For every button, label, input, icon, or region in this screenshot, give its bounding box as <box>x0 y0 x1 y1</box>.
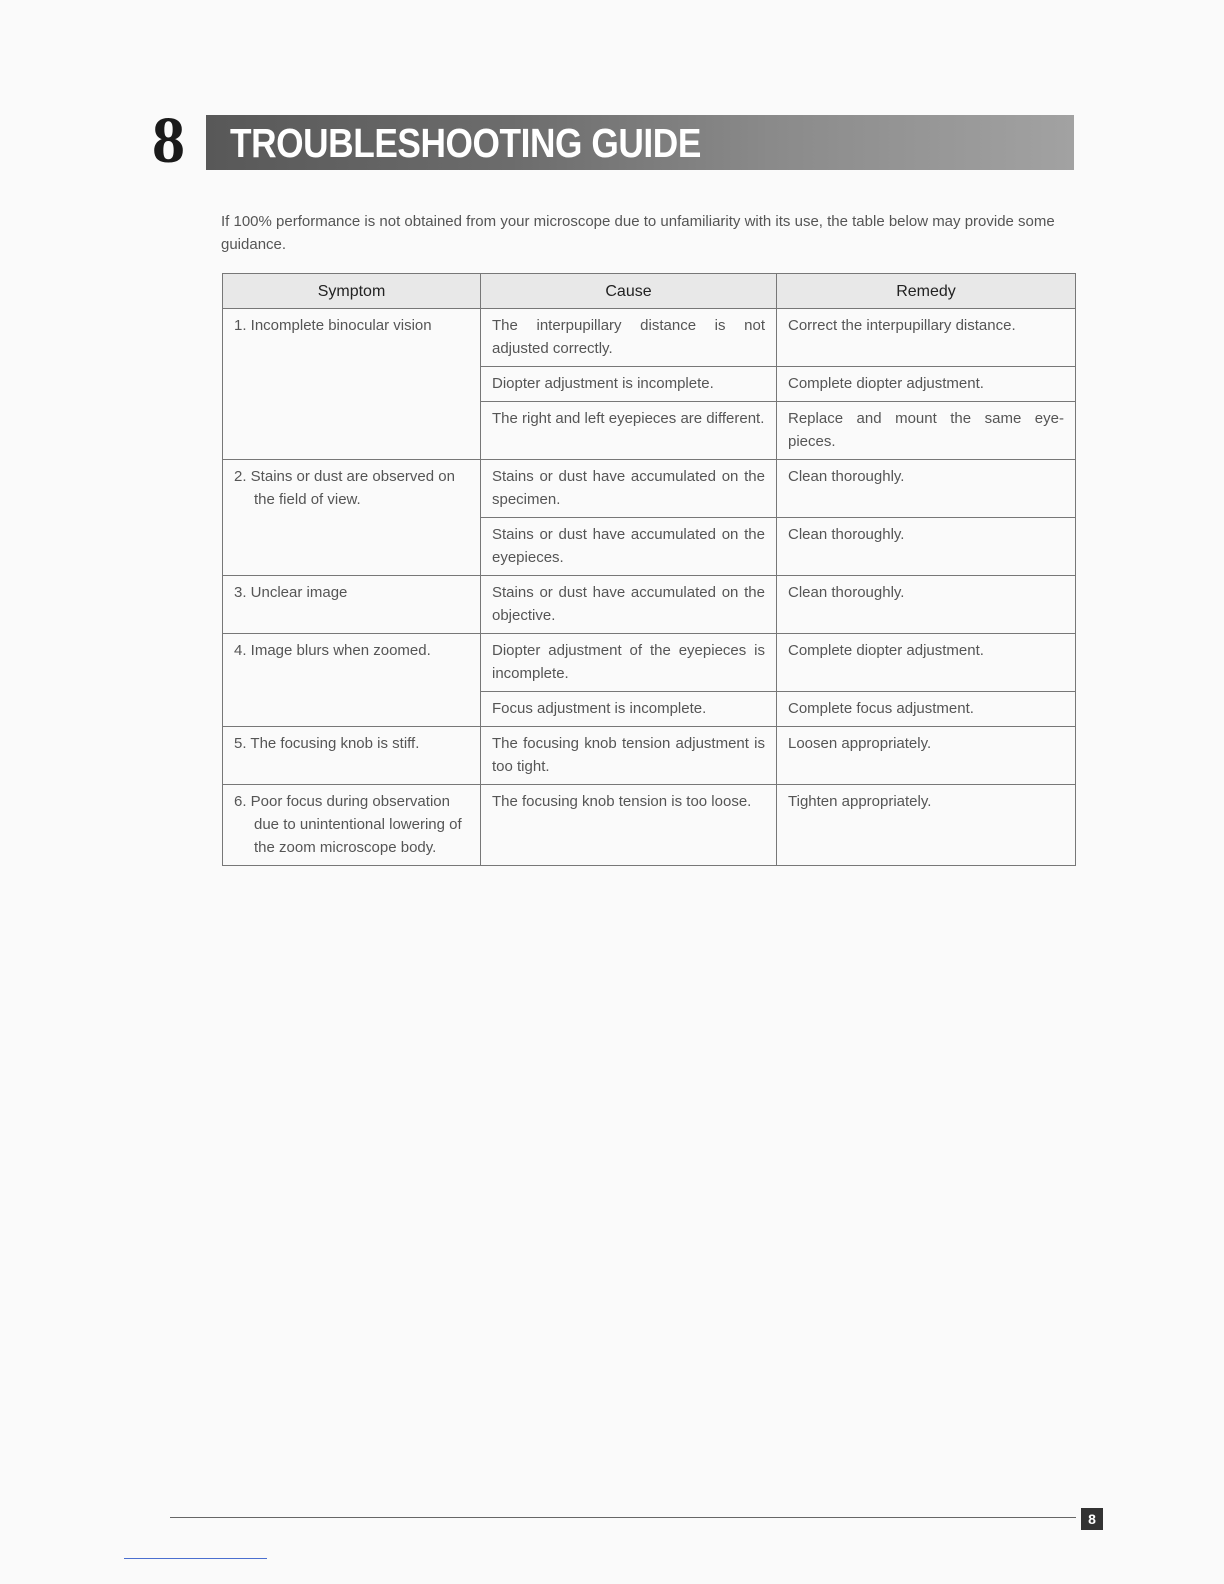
table-row <box>223 727 1076 785</box>
symptom-text: 5. The focusing knob is stiff. <box>234 735 420 752</box>
cause-cell: Focus adjustment is incomplete. <box>481 692 777 727</box>
cause-cell: Stains or dust have accumulated on the objective. <box>481 576 777 634</box>
symptom-text: 2. Stains or dust are observed on the field of view. <box>234 468 455 508</box>
table-row <box>223 576 1076 634</box>
chapter-title: TROUBLESHOOTING GUIDE <box>230 120 701 166</box>
cause-cell: Diopter adjustment of the eyepieces is incomplete. <box>481 634 777 692</box>
column-header-cause: Cause <box>481 274 777 309</box>
cause-cell: Stains or dust have accumulated on the eyepieces. <box>481 518 777 576</box>
remedy-cell: Clean thoroughly. <box>777 460 1076 518</box>
symptom-cell <box>223 785 481 866</box>
footer-rule <box>170 1517 1076 1518</box>
remedy-cell: Loosen appropriately. <box>777 727 1076 785</box>
cause-cell: Stains or dust have accumulated on the specimen. <box>481 460 777 518</box>
chapter-header <box>152 104 1076 177</box>
remedy-cell: Correct the interpupillary distance. <box>777 309 1076 367</box>
table-row <box>223 309 1076 367</box>
cause-cell: The right and left eyepieces are different. <box>481 402 777 460</box>
symptom-text: 1. Incomplete binocular vision <box>234 317 432 334</box>
symptom-cell <box>223 727 481 785</box>
symptom-cell <box>223 309 481 460</box>
cause-cell: The focusing knob tension is too loose. <box>481 785 777 866</box>
table-row <box>223 460 1076 518</box>
symptom-cell <box>223 460 481 576</box>
remedy-cell: Replace and mount the same eye-pieces. <box>777 402 1076 460</box>
table-header-row <box>223 274 1076 309</box>
table-row <box>223 634 1076 692</box>
cause-cell: The focusing knob tension adjustment is too tight. <box>481 727 777 785</box>
symptom-text: 6. Poor focus during observation due to unintentional lowering of the zoom microscope body. <box>234 793 462 856</box>
symptom-text: 4. Image blurs when zoomed. <box>234 642 431 659</box>
remedy-cell: Complete focus adjustment. <box>777 692 1076 727</box>
bottom-divider <box>124 1558 267 1559</box>
cause-cell: Diopter adjustment is incomplete. <box>481 367 777 402</box>
chapter-number: 8 <box>152 104 183 177</box>
symptom-cell <box>223 634 481 727</box>
table-row <box>223 785 1076 866</box>
page-number-badge: 8 <box>1081 1508 1103 1530</box>
remedy-cell: Tighten appropriately. <box>777 785 1076 866</box>
title-bar <box>206 115 1074 170</box>
intro-paragraph: If 100% performance is not obtained from your microscope due to unfamiliarity with its use, the table below may provide some guidance. <box>221 213 1055 253</box>
cause-cell: The interpupillary distance is not adjusted correctly. <box>481 309 777 367</box>
remedy-cell: Complete diopter adjustment. <box>777 367 1076 402</box>
remedy-cell: Clean thoroughly. <box>777 576 1076 634</box>
column-header-symptom: Symptom <box>223 274 481 309</box>
symptom-text: 3. Unclear image <box>234 584 348 601</box>
remedy-cell: Clean thoroughly. <box>777 518 1076 576</box>
symptom-cell <box>223 576 481 634</box>
remedy-cell: Complete diopter adjustment. <box>777 634 1076 692</box>
troubleshooting-table <box>222 273 1076 866</box>
column-header-remedy: Remedy <box>777 274 1076 309</box>
